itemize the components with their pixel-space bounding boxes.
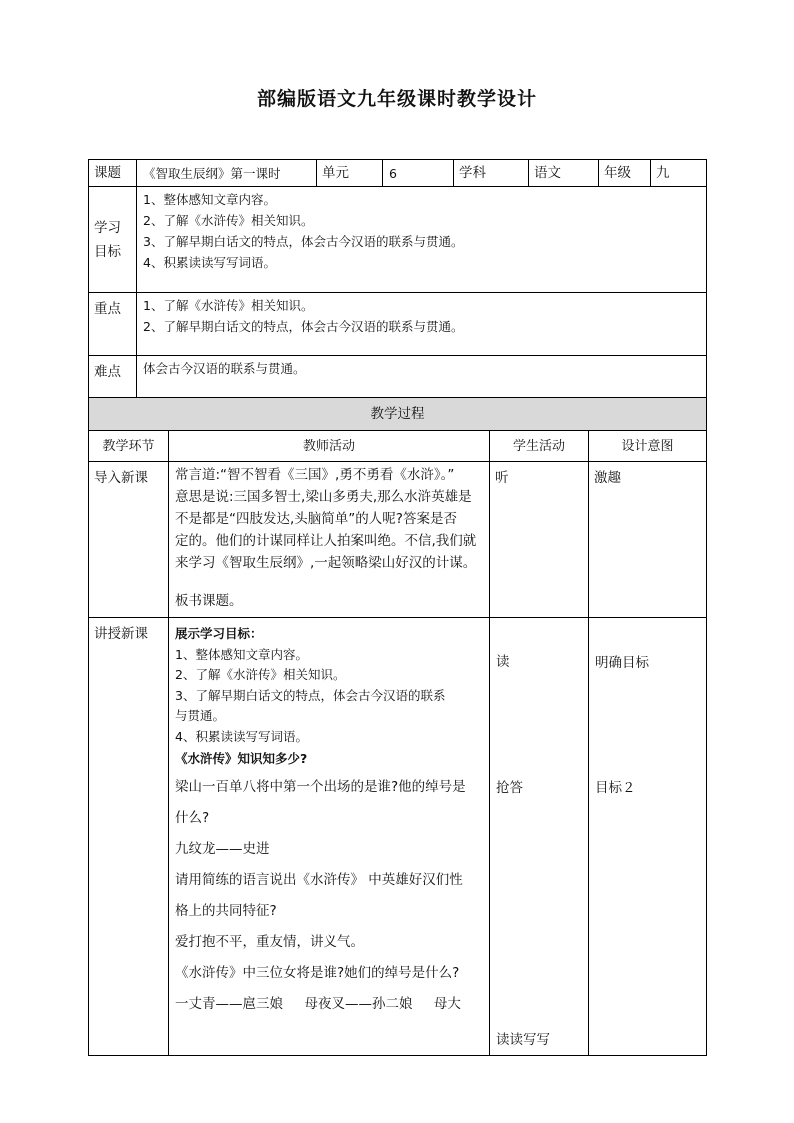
teach-objective-line: 1、整体感知文章内容。	[175, 646, 308, 662]
objectives-content	[137, 187, 707, 293]
teaching-process-table	[88, 397, 707, 1056]
intro-teacher-activity	[169, 462, 490, 618]
process-column-header-row	[89, 431, 707, 462]
objective-item: 3、了解早期白话文的特点，体会古今汉语的联系与贯通。	[143, 234, 464, 249]
intro-teacher-line: 定的。他们的计谋同样让人拍案叫绝。不信,我们就	[175, 533, 477, 549]
intro-stage: 导入新课	[89, 462, 169, 618]
unit-value: 6	[383, 160, 454, 187]
teach-stage: 讲授新课	[89, 618, 169, 1056]
lesson-info-table	[88, 159, 707, 398]
objectives-label-line1: 学习	[94, 219, 121, 236]
process-title-row	[89, 398, 707, 431]
intro-design-intent: 激趣	[589, 462, 707, 618]
intro-teacher-line: 常言道:“智不智看《三国》,勇不勇看《水浒》。”	[175, 467, 455, 483]
topic-value: 《智取生辰纲》第一课时	[137, 160, 317, 187]
objective-item: 2、了解《水浒传》相关知识。	[143, 213, 314, 228]
topic-label: 课题	[89, 160, 137, 187]
intent-goal-2: 目标２	[595, 780, 636, 796]
column-header-stage: 教学环节	[89, 431, 169, 462]
intro-teacher-tail: 板书课题。	[175, 593, 243, 609]
intro-teacher-line: 来学习《智取生辰纲》,一起领略梁山好汉的计谋。	[175, 555, 477, 571]
subject-value: 语文	[529, 160, 599, 187]
column-header-student: 学生活动	[490, 431, 589, 462]
intro-row	[89, 462, 707, 618]
difficulty-row	[89, 356, 707, 398]
column-header-teacher: 教师活动	[169, 431, 490, 462]
qa-line: 爱打抱不平，重友情，讲义气。	[175, 933, 364, 950]
objectives-label-line2: 目标	[94, 243, 121, 260]
page-title: 部编版语文九年级课时教学设计	[256, 88, 537, 110]
objective-item: 1、整体感知文章内容。	[143, 192, 276, 207]
column-header-intent: 设计意图	[589, 431, 707, 462]
objective-item: 4、积累读读写写词语。	[143, 255, 276, 270]
grade-label: 年级	[599, 160, 651, 187]
teach-objective-line: 2、了解《水浒传》相关知识。	[175, 667, 346, 682]
key-points-label: 重点	[89, 293, 137, 356]
teach-teacher-activity	[169, 618, 490, 1056]
teach-objective-line: 与贯通。	[175, 708, 226, 723]
qa-line: 九纹龙——史进	[175, 840, 270, 857]
grade-value: 九	[651, 160, 707, 187]
teach-design-intent	[589, 618, 707, 1056]
difficulty-content: 体会古今汉语的联系与贯通。	[137, 356, 707, 398]
key-point-item: 1、了解《水浒传》相关知识。	[143, 298, 314, 313]
objectives-label	[89, 187, 137, 293]
qa-line: 什么?	[175, 809, 210, 826]
intro-teacher-line: 意思是说:三国多智士,梁山多勇夫,那么水浒英雄是	[175, 489, 472, 505]
teach-objective-line: 4、积累读读写写词语。	[175, 728, 308, 744]
teach-row	[89, 618, 707, 1056]
student-activity-quick-answer: 抢答	[496, 780, 523, 796]
header-row	[89, 160, 707, 187]
qa-line: 梁山一百单八将中第一个出场的是谁?他的绰号是	[175, 778, 466, 795]
teach-student-activity	[490, 618, 589, 1056]
process-title: 教学过程	[89, 398, 707, 431]
difficulty-label: 难点	[89, 356, 137, 398]
qa-line: 请用简练的语言说出《水浒传》 中英雄好汉们性	[175, 871, 463, 888]
student-activity-read: 读	[496, 654, 510, 670]
teach-heading: 展示学习目标：	[175, 626, 263, 641]
objectives-row	[89, 187, 707, 293]
intro-teacher-line: 不是都是“四肢发达,头脑简单”的人呢?答案是否	[175, 511, 457, 527]
qa-line: 一丈青——扈三娘 母夜叉——孙二娘 母大	[175, 995, 461, 1012]
unit-label: 单元	[317, 160, 383, 187]
qa-line: 《水浒传》中三位女将是谁?她们的绰号是什么?	[175, 964, 460, 981]
key-point-item: 2、了解早期白话文的特点，体会古今汉语的联系与贯通。	[143, 319, 464, 334]
subject-label: 学科	[454, 160, 529, 187]
intro-student-activity: 听	[490, 462, 589, 618]
qa-line: 格上的共同特征?	[175, 902, 277, 919]
quiz-heading: 《水浒传》知识知多少?	[175, 751, 308, 766]
key-points-row	[89, 293, 707, 356]
key-points-content	[137, 293, 707, 356]
student-activity-read-write: 读读写写	[496, 1032, 550, 1048]
intent-clarify-goal: 明确目标	[595, 655, 649, 671]
teach-objective-line: 3、了解早期白话文的特点，体会古今汉语的联系	[175, 687, 446, 703]
